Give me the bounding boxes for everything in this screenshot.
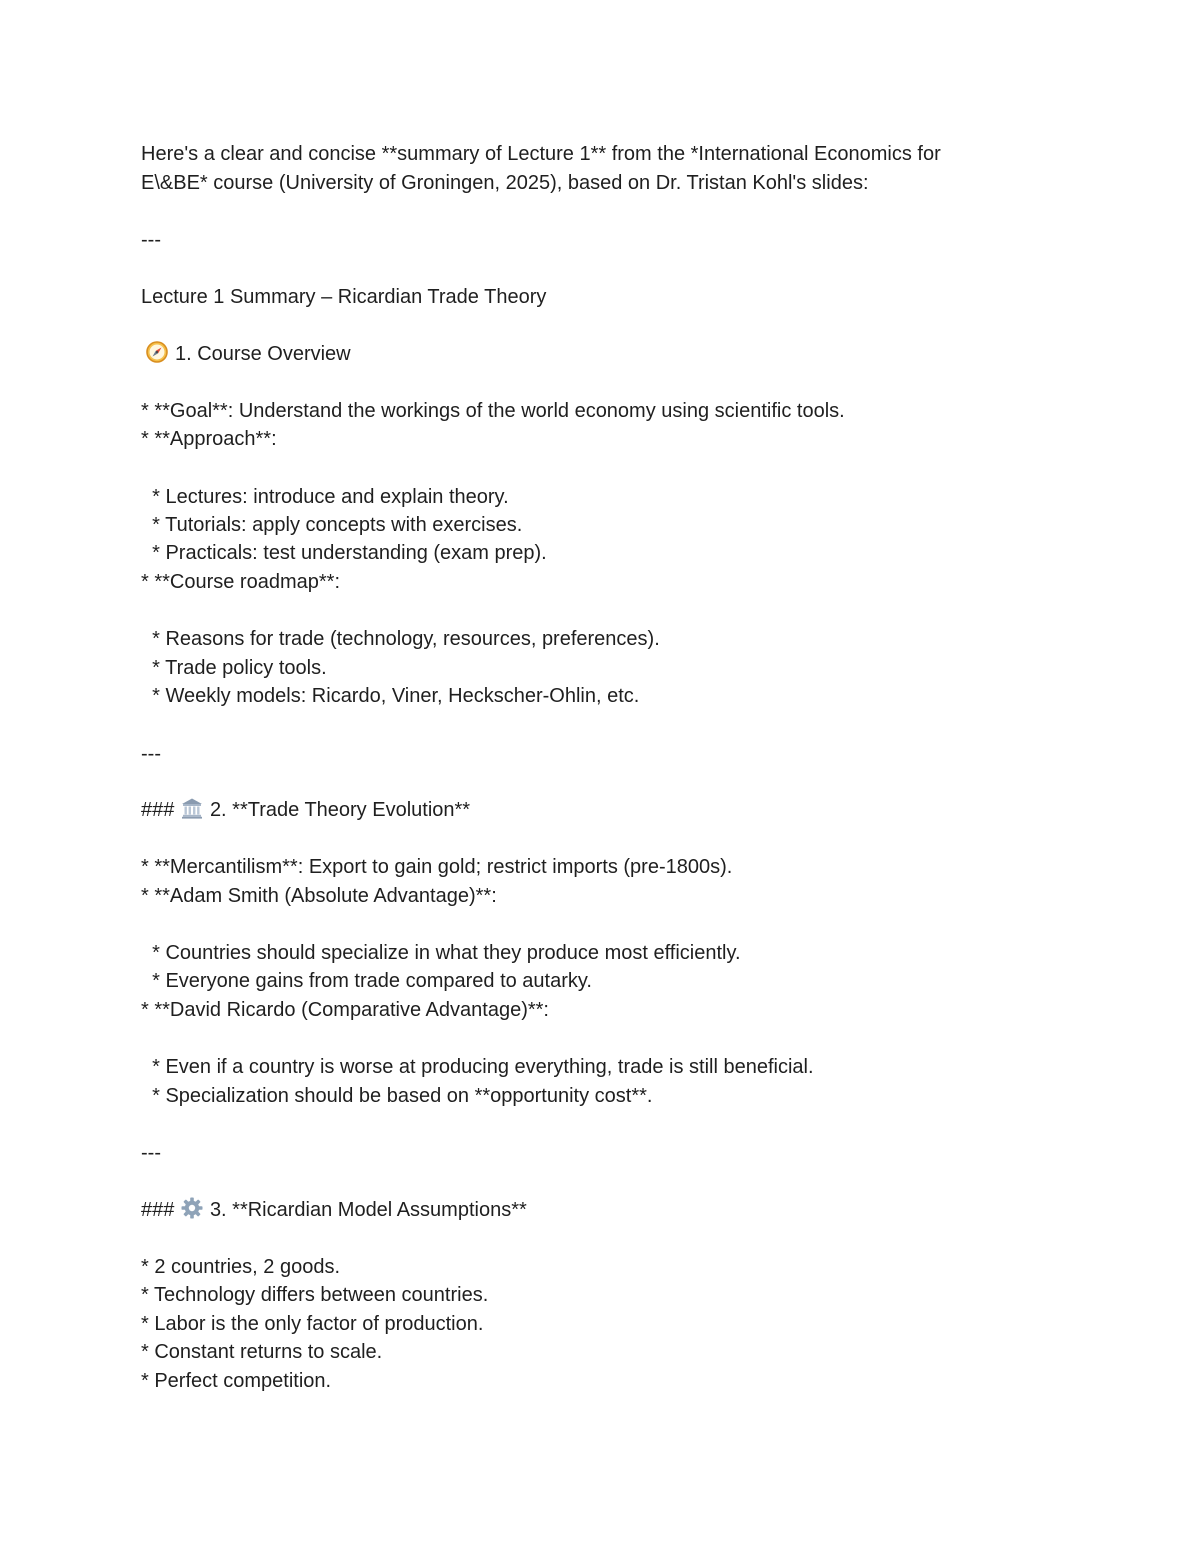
list-item: * Everyone gains from trade compared to autarky.: [141, 970, 592, 992]
classical-building-icon: [180, 796, 208, 820]
list-item: * Lectures: introduce and explain theory.: [141, 486, 509, 508]
list-item: * Technology differs between countries.: [141, 1284, 489, 1306]
section-3-heading: [141, 1196, 527, 1224]
section-2-heading: [141, 796, 470, 824]
list-item: * **Goal**: Understand the workings of the world economy using scientific tools.: [141, 400, 845, 422]
list-item: * Constant returns to scale.: [141, 1341, 383, 1363]
list-item: * Reasons for trade (technology, resources, preferences).: [141, 628, 660, 650]
gear-icon: [180, 1196, 208, 1220]
list-item: * **Course roadmap**:: [141, 571, 340, 593]
section-2-heading-text: 2. **Trade Theory Evolution**: [209, 799, 471, 821]
intro-line-2: E\&BE* course (University of Groningen, 2025), based on Dr. Tristan Kohl's slides:: [141, 172, 869, 194]
separator: ---: [141, 229, 161, 251]
separator: ---: [141, 1142, 161, 1164]
intro-line-1: Here's a clear and concise **summary of Lecture 1** from the *International Economics for: [141, 143, 941, 165]
list-item: * **Adam Smith (Absolute Advantage)**:: [141, 885, 497, 907]
heading-marker: ###: [141, 1199, 175, 1221]
summary-title: Lecture 1 Summary – Ricardian Trade Theory: [141, 286, 547, 308]
section-1-heading: [145, 340, 351, 368]
list-item: * 2 countries, 2 goods.: [141, 1256, 341, 1278]
list-item: * **David Ricardo (Comparative Advantage)**:: [141, 999, 549, 1021]
list-item: * Practicals: test understanding (exam prep).: [141, 542, 547, 564]
list-item: * Specialization should be based on **opportunity cost**.: [141, 1085, 653, 1107]
list-item: * **Mercantilism**: Export to gain gold; restrict imports (pre-1800s).: [141, 856, 733, 878]
list-item: * Trade policy tools.: [141, 657, 327, 679]
section-3-heading-text: 3. **Ricardian Model Assumptions**: [209, 1199, 527, 1221]
list-item: * Even if a country is worse at producing everything, trade is still beneficial.: [141, 1056, 814, 1078]
list-item: * Tutorials: apply concepts with exercises.: [141, 514, 523, 536]
list-item: * Perfect competition.: [141, 1370, 332, 1392]
list-item: * Weekly models: Ricardo, Viner, Heckscher-Ohlin, etc.: [141, 685, 640, 707]
separator: ---: [141, 743, 161, 765]
list-item: * Countries should specialize in what they produce most efficiently.: [141, 942, 741, 964]
section-1-heading-text: 1. Course Overview: [175, 343, 351, 365]
list-item: * **Approach**:: [141, 428, 277, 450]
compass-icon: [145, 340, 173, 364]
heading-marker: ###: [141, 799, 175, 821]
list-item: * Labor is the only factor of production.: [141, 1313, 484, 1335]
